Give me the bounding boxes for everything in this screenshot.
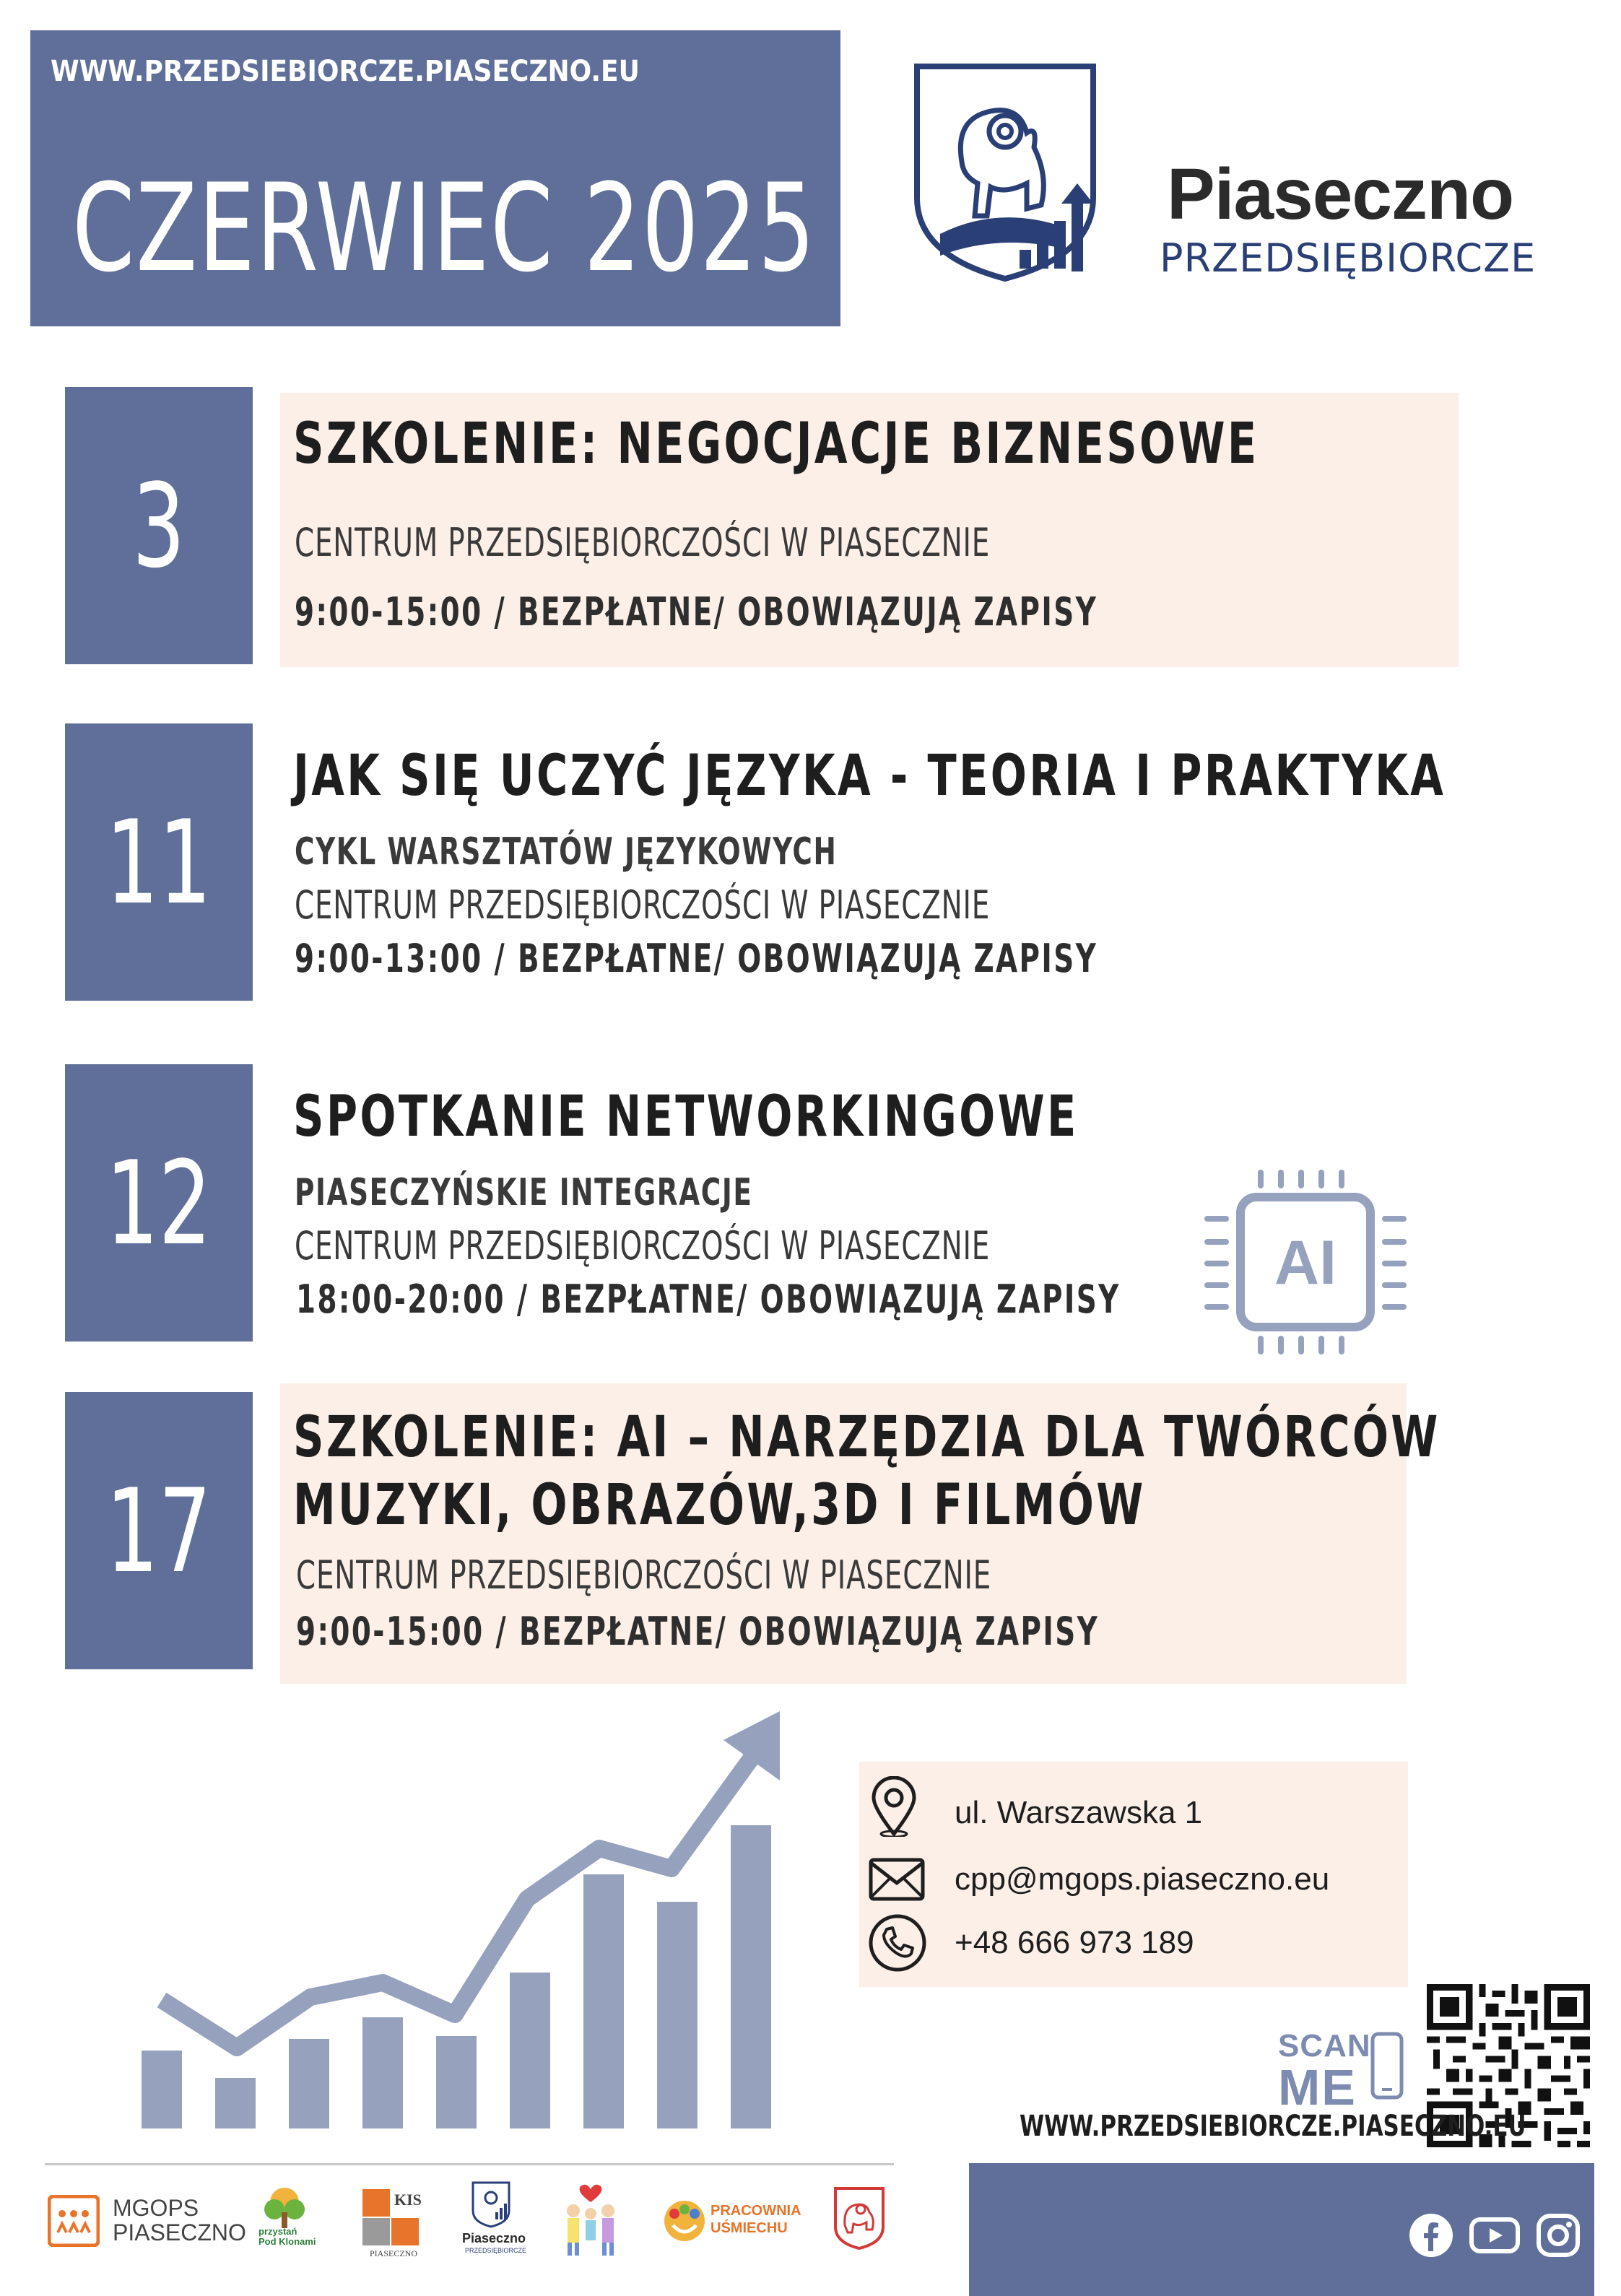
event-title-line2: MUZYKI, OBRAZÓW,3D I FILMÓW (293, 1473, 1146, 1538)
mgops-logo-icon (48, 2195, 100, 2247)
chart-bar (510, 1973, 550, 2128)
chart-bar (657, 1902, 697, 2128)
contact-phone[interactable]: +48 666 973 189 (955, 1925, 1194, 1960)
event-subtitle: PIASECZYŃSKIE INTEGRACJE (295, 1171, 753, 1214)
chart-bar (362, 2017, 403, 2128)
contact-address: ul. Warszawska 1 (955, 1795, 1203, 1830)
event-day-badge: 17 (65, 1392, 253, 1669)
instagram-icon[interactable] (1535, 2212, 1581, 2258)
event-day-badge: 3 (65, 387, 253, 664)
scan-me-line2: ME (1278, 2059, 1357, 2115)
growth-chart-illustration (137, 1711, 787, 2130)
facebook-icon[interactable] (1408, 2212, 1454, 2258)
ai-chip-label: AI (1274, 1228, 1337, 1297)
event-title: JAK SIĘ UCZYĆ JĘZYKA - TEORIA I PRAKTYKA (293, 744, 1446, 809)
mgops-logo-text: MGOPS PIASECZNO (113, 2195, 246, 2245)
przystan-logo-text: przystań Pod Klonami (258, 2226, 316, 2248)
event-subtitle: CYKL WARSZTATÓW JĘZYKOWYCH (295, 830, 838, 874)
piaseczno-mini-logo-sub: PRZEDSIĘBIORCZE (465, 2247, 527, 2254)
footer-divider (45, 2163, 894, 2165)
chart-bar (731, 1825, 771, 2128)
scan-me-line1: SCAN (1278, 2028, 1371, 2064)
piaseczno-coat-of-arms-icon (833, 2186, 885, 2250)
event-time: 9:00-15:00 / BEZPŁATNE/ OBOWIĄZUJĄ ZAPISY (295, 589, 1098, 635)
contact-email[interactable]: cpp@mgops.piaseczno.eu (955, 1861, 1330, 1897)
event-place: CENTRUM PRZEDSIĘBIORCZOŚCI W PIASECZNIE (296, 1552, 992, 1598)
month-title: CZERWIEC 2025 (72, 157, 817, 299)
ai-chip-icon (1204, 1170, 1407, 1354)
scan-me-label (1278, 2030, 1371, 2113)
chart-bar (583, 1874, 624, 2128)
event-place: CENTRUM PRZEDSIĘBIORCZOŚCI W PIASECZNIE (295, 1223, 991, 1269)
event-place: CENTRUM PRZEDSIĘBIORCZOŚCI W PIASECZNIE (295, 520, 991, 565)
chart-bar (436, 2036, 477, 2128)
pracownia-usmiechu-icon (663, 2199, 706, 2243)
youtube-icon[interactable] (1469, 2212, 1521, 2258)
event-day-badge: 12 (65, 1064, 253, 1341)
piaseczno-mini-logo-icon (471, 2180, 511, 2228)
event-time: 9:00-13:00 / BEZPŁATNE/ OBOWIĄZUJĄ ZAPISY (295, 936, 1098, 981)
event-title: SPOTKANIE NETWORKINGOWE (293, 1084, 1079, 1149)
pracownia-usmiechu-text: PRACOWNIA UŚMIECHU (710, 2203, 801, 2236)
phone-icon (868, 1913, 927, 1973)
chart-bar (142, 2051, 182, 2128)
event-title: SZKOLENIE: AI – NARZĘDZIA DLA TWÓRCÓW (293, 1405, 1440, 1470)
smartphone-icon (1370, 2032, 1404, 2100)
piaseczno-mini-logo-text: Piaseczno (462, 2231, 526, 2245)
chart-bar (289, 2039, 329, 2128)
kis-logo-sub: PIASECZNO (370, 2248, 418, 2258)
event-title: SZKOLENIE: NEGOCJACJE BIZNESOWE (293, 412, 1259, 477)
chart-bar (215, 2078, 256, 2128)
footer-site-url[interactable]: WWW.PRZEDSIEBIORCZE.PIASECZNO.EU (1020, 2110, 1526, 2143)
family-illustration-logo-icon (557, 2179, 624, 2258)
piaseczno-crest-logo (911, 61, 1099, 284)
przystan-tree-icon (257, 2185, 312, 2228)
brand-subtitle: PRZEDSIĘBIORCZE (1160, 235, 1537, 281)
header-site-url[interactable]: WWW.PRZEDSIEBIORCZE.PIASECZNO.EU (51, 55, 640, 88)
event-time: 9:00-15:00 / BEZPŁATNE/ OBOWIĄZUJĄ ZAPISY (296, 1609, 1100, 1654)
brand-name: Piaseczno (1167, 154, 1514, 235)
map-pin-icon (871, 1776, 917, 1837)
event-time: 18:00-20:00 / BEZPŁATNE/ OBOWIĄZUJĄ ZAPISY (296, 1277, 1121, 1322)
envelope-icon (868, 1857, 926, 1902)
kis-logo-text: KIS (394, 2191, 422, 2209)
event-place: CENTRUM PRZEDSIĘBIORCZOŚCI W PIASECZNIE (295, 882, 991, 928)
event-day-badge: 11 (65, 723, 253, 1001)
